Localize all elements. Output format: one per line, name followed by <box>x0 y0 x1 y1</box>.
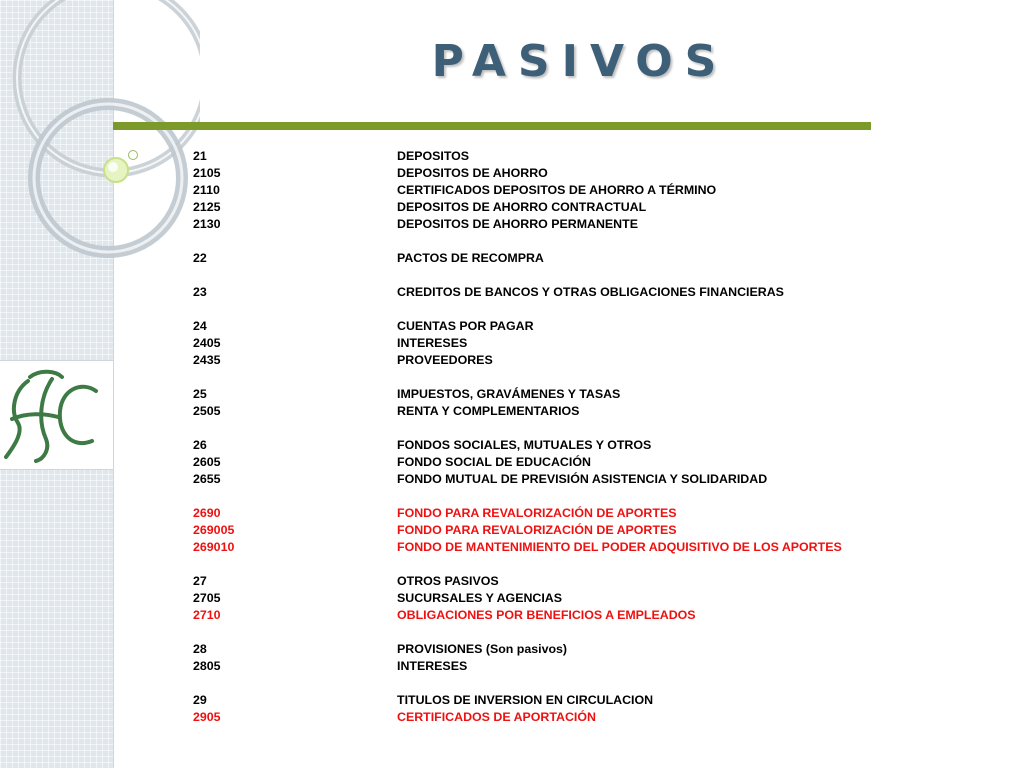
account-list <box>193 148 953 726</box>
account-name: IMPUESTOS, GRAVÁMENES Y TASAS <box>397 387 621 401</box>
title-divider <box>113 122 871 130</box>
account-row <box>193 692 953 709</box>
spacer-row <box>193 675 953 692</box>
decorative-rings <box>0 0 200 260</box>
account-code: 26 <box>193 438 207 452</box>
bullet-icon <box>128 150 138 160</box>
account-code: 2505 <box>193 404 221 418</box>
account-code: 269005 <box>193 523 235 537</box>
account-row <box>193 199 953 216</box>
account-row <box>193 539 953 556</box>
account-code: 29 <box>193 693 207 707</box>
account-name: INTERESES <box>397 659 468 673</box>
account-code: 2655 <box>193 472 221 486</box>
spacer-row <box>193 301 953 318</box>
account-row <box>193 352 953 369</box>
account-code: 25 <box>193 387 207 401</box>
account-row <box>193 658 953 675</box>
account-row <box>193 437 953 454</box>
account-name: SUCURSALES Y AGENCIAS <box>397 591 563 605</box>
account-name: DEPOSITOS DE AHORRO CONTRACTUAL <box>397 200 647 214</box>
account-name: CUENTAS POR PAGAR <box>397 319 534 333</box>
account-code: 2805 <box>193 659 221 673</box>
account-name: OTROS PASIVOS <box>397 574 499 588</box>
account-row <box>193 335 953 352</box>
hc-monogram-logo <box>0 360 113 470</box>
account-name: DEPOSITOS <box>397 149 470 163</box>
account-row <box>193 148 953 165</box>
account-name: RENTA Y COMPLEMENTARIOS <box>397 404 580 418</box>
account-code: 2435 <box>193 353 221 367</box>
account-code: 21 <box>193 149 207 163</box>
account-row <box>193 522 953 539</box>
account-code: 2710 <box>193 608 221 622</box>
account-name: PROVEEDORES <box>397 353 493 367</box>
account-name: FONDOS SOCIALES, MUTUALES Y OTROS <box>397 438 652 452</box>
account-name: FONDO PARA REVALORIZACIÓN DE APORTES <box>397 523 677 537</box>
account-name: FONDO MUTUAL DE PREVISIÓN ASISTENCIA Y SOLIDARIDAD <box>397 472 768 486</box>
account-code: 2130 <box>193 217 221 231</box>
account-row <box>193 403 953 420</box>
account-row <box>193 165 953 182</box>
spacer-row <box>193 420 953 437</box>
account-name: FONDO PARA REVALORIZACIÓN DE APORTES <box>397 506 677 520</box>
account-name: FONDO SOCIAL DE EDUCACIÓN <box>397 455 591 469</box>
account-name: TITULOS DE INVERSION EN CIRCULACION <box>397 693 654 707</box>
spacer-row <box>193 369 953 386</box>
account-code: 24 <box>193 319 207 333</box>
account-name: INTERESES <box>397 336 468 350</box>
account-code: 2905 <box>193 710 221 724</box>
account-code: 27 <box>193 574 207 588</box>
account-row <box>193 505 953 522</box>
account-row <box>193 454 953 471</box>
account-name: DEPOSITOS DE AHORRO <box>397 166 548 180</box>
account-code: 23 <box>193 285 207 299</box>
account-name: CERTIFICADOS DEPOSITOS DE AHORRO A TÉRMINO <box>397 183 717 197</box>
spacer-row <box>193 267 953 284</box>
spacer-row <box>193 624 953 641</box>
account-code: 2605 <box>193 455 221 469</box>
account-code: 2105 <box>193 166 221 180</box>
account-row <box>193 386 953 403</box>
account-name: DEPOSITOS DE AHORRO PERMANENTE <box>397 217 638 231</box>
account-name: FONDO DE MANTENIMIENTO DEL PODER ADQUISITIVO DE LOS APORTES <box>397 540 842 554</box>
account-row <box>193 709 953 726</box>
spacer-row <box>193 488 953 505</box>
account-name: OBLIGACIONES POR BENEFICIOS A EMPLEADOS <box>397 608 696 622</box>
account-row <box>193 250 953 267</box>
spacer-row <box>193 556 953 573</box>
page-title: PASIVOS <box>431 36 729 87</box>
account-code: 28 <box>193 642 207 656</box>
account-row <box>193 471 953 488</box>
account-row <box>193 641 953 658</box>
spacer-row <box>193 233 953 250</box>
account-row <box>193 590 953 607</box>
account-code: 22 <box>193 251 207 265</box>
account-code: 2705 <box>193 591 221 605</box>
account-row <box>193 607 953 624</box>
account-name: PACTOS DE RECOMPRA <box>397 251 544 265</box>
account-code: 2110 <box>193 183 220 197</box>
account-code: 2125 <box>193 200 221 214</box>
account-code: 2690 <box>193 506 221 520</box>
account-name: CREDITOS DE BANCOS Y OTRAS OBLIGACIONES FINANCIERAS <box>397 285 784 299</box>
account-code: 269010 <box>193 540 235 554</box>
account-row <box>193 216 953 233</box>
account-code: 2405 <box>193 336 221 350</box>
account-name: PROVISIONES (Son pasivos) <box>397 642 568 656</box>
account-row <box>193 573 953 590</box>
account-name: CERTIFICADOS DE APORTACIÓN <box>397 710 596 724</box>
account-row <box>193 318 953 335</box>
account-row <box>193 182 953 199</box>
account-row <box>193 284 953 301</box>
